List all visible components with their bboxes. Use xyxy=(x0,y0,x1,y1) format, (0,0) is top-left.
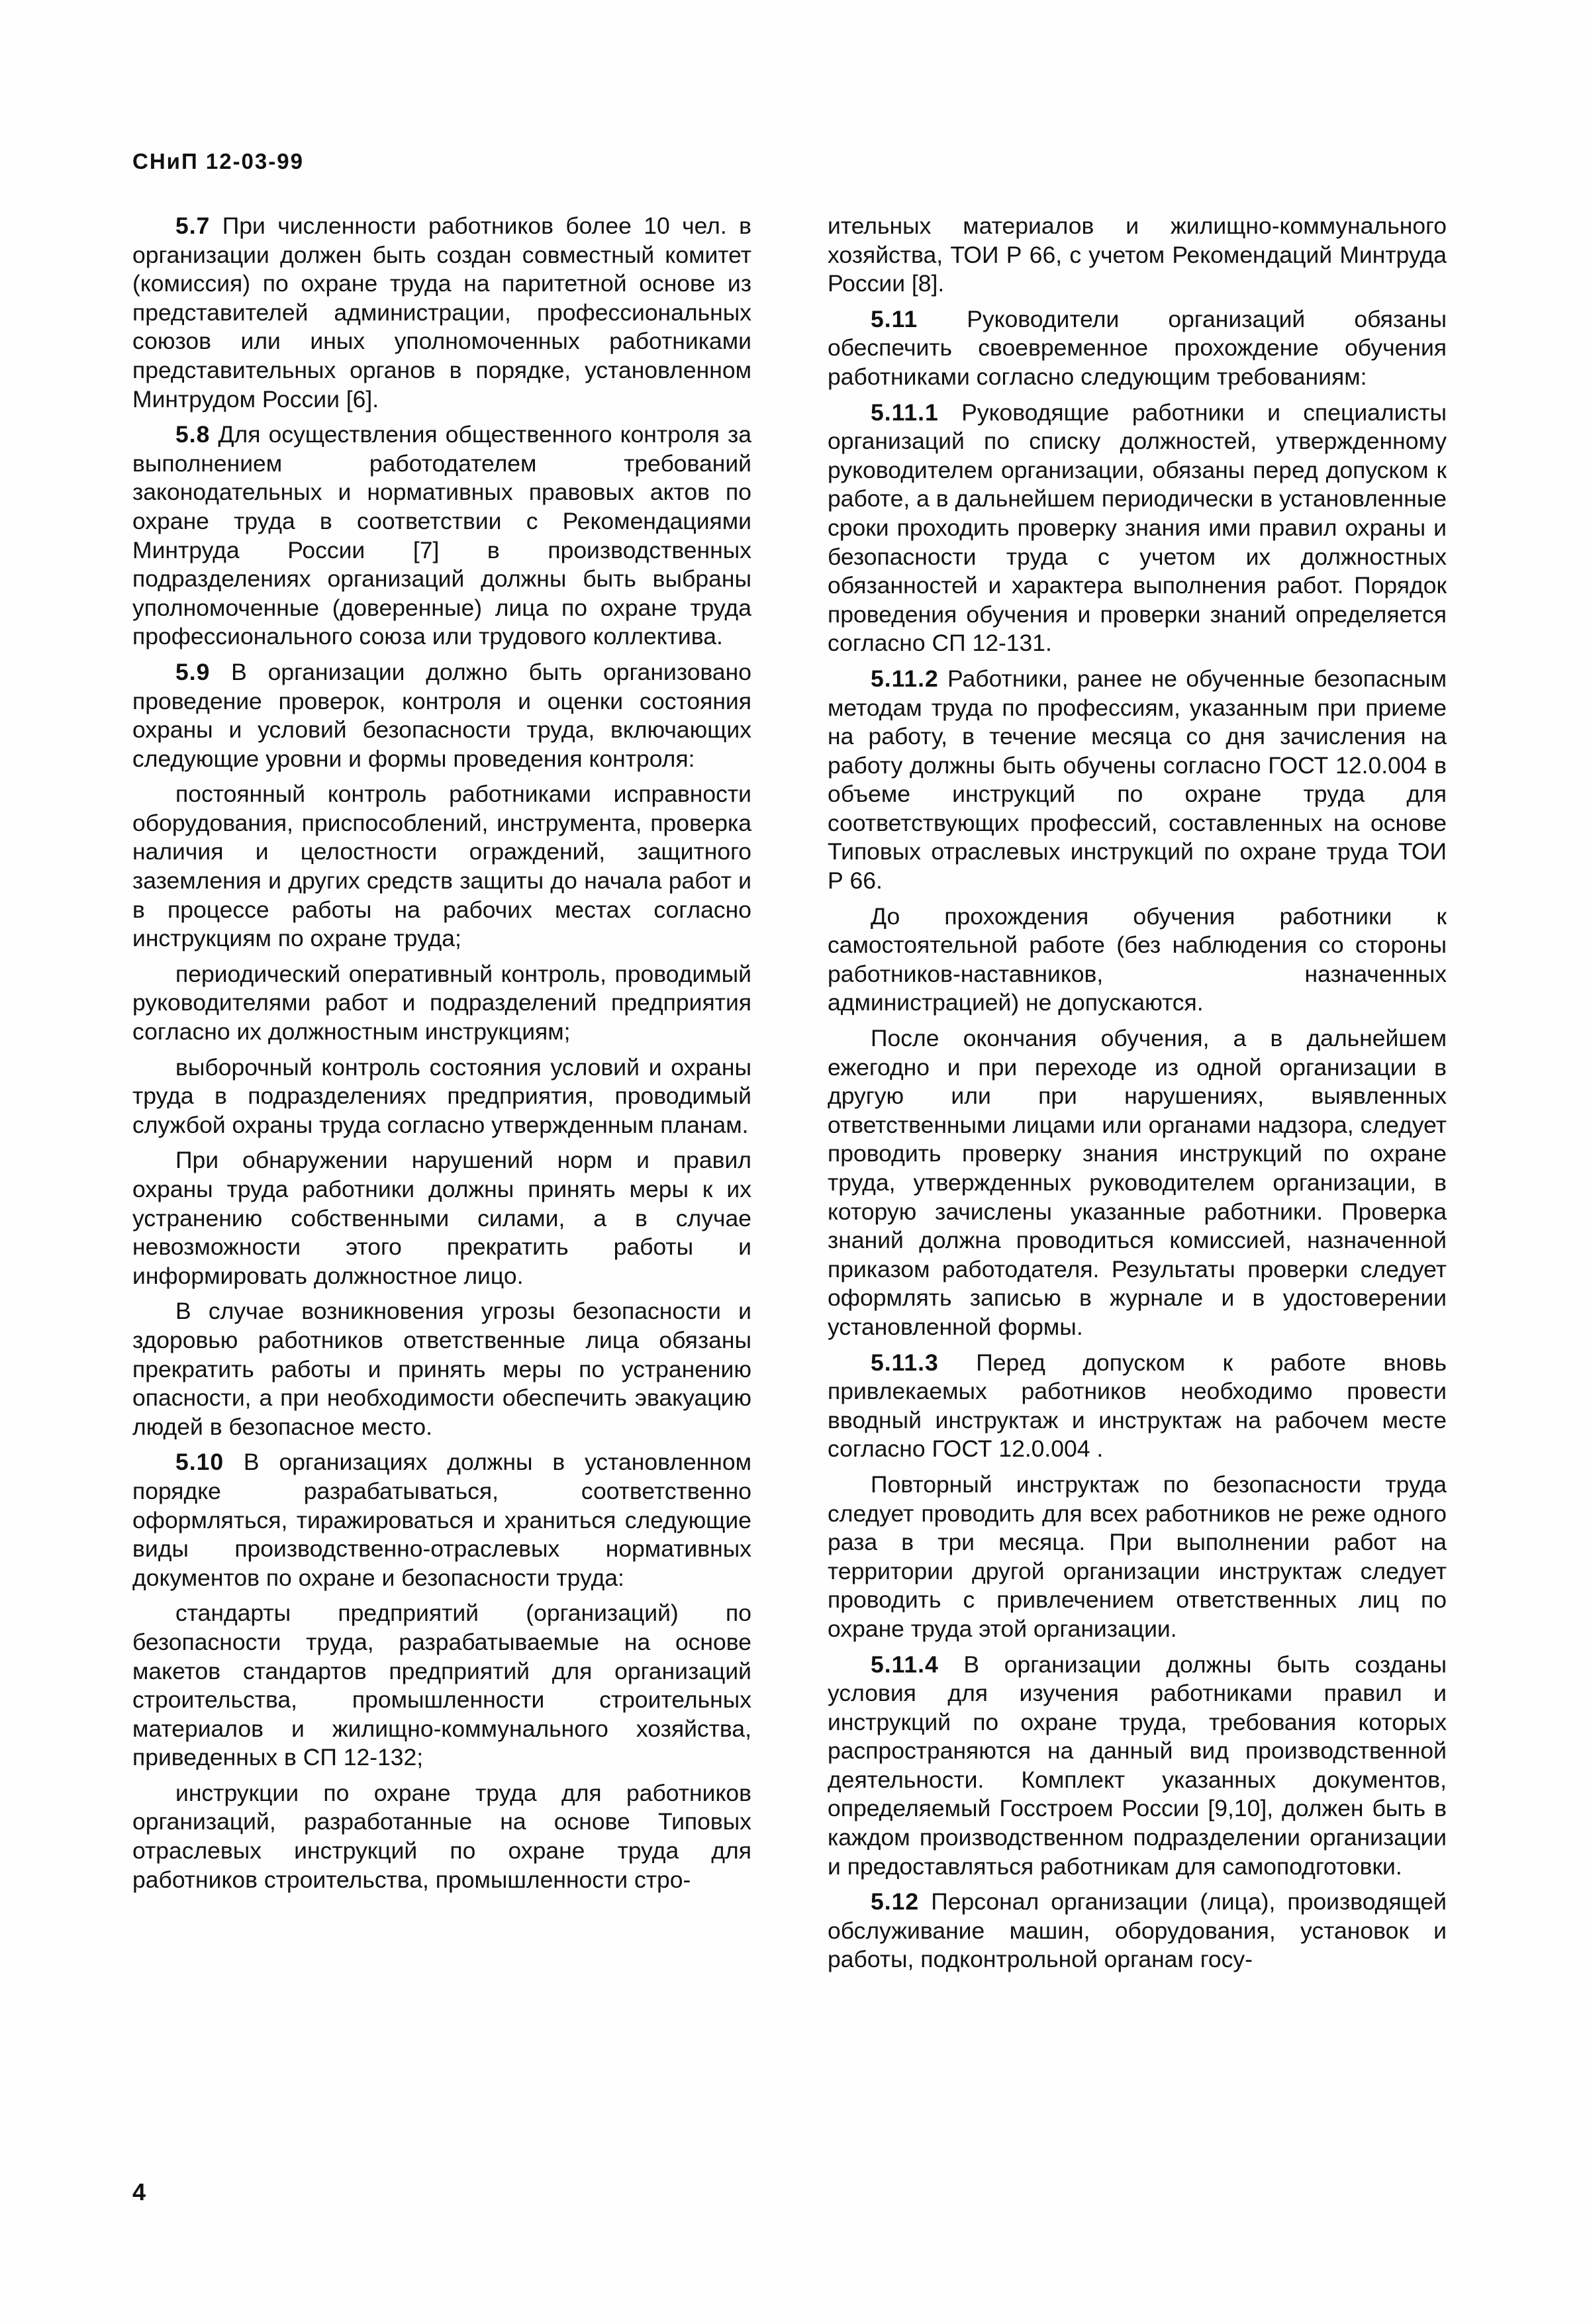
paragraph-text: Руководители организаций обязаны обеспечить своевременное прохождение обучения работниками согласно следующим требованиям: xyxy=(828,305,1447,390)
paragraph xyxy=(828,212,1447,299)
paragraph-text: постоянный контроль работниками исправности оборудования, приспособлений, инструмента, проверка наличия и целостности ограждений, защитного заземления и других средств защиты до начала работ и в процессе работы на рабочих местах согласно инструкциям по охране труда; xyxy=(132,781,751,952)
paragraph xyxy=(828,665,1447,896)
paragraph xyxy=(828,1888,1447,1974)
paragraph-text: В организациях должны в установленном порядке разрабатываться, соответственно оформляться, тиражироваться и храниться следующие виды производственно-отраслевых нормативных документов по охране и безопасности труда: xyxy=(132,1449,751,1591)
clause-number: 5.11.2 xyxy=(871,665,939,692)
paragraph xyxy=(132,658,751,773)
paragraph-text: После окончания обучения, а в дальнейшем ежегодно и при переходе из одной организации в другую или при нарушениях, выявленных ответственными лицами или органами надзора, следует проводить проверку знания инструкций по охране труда, утвержденных руководителем организации, в которую зачислены указанные работники. Проверка знаний должна проводиться комиссией, назначенной приказом работодателя. Результаты проверки следует оформлять записью в журнале и в удостоверении установленной формы. xyxy=(828,1025,1447,1340)
clause-number: 5.12 xyxy=(871,1888,920,1915)
paragraph-text: При численности работников более 10 чел. в организации должен быть создан совместный комитет (комиссия) по охране труда на паритетной основе из представителей администрации, профессиональных союзов или иных уполномоченных работниками представительных органов в порядке, установленном Минтрудом России [6]. xyxy=(132,213,751,412)
paragraph xyxy=(132,1448,751,1592)
paragraph-text: Персонал организации (лица), производящей обслуживание машин, оборудования, установок и работы, подконтрольной органам госу- xyxy=(828,1888,1447,1973)
paragraph-text: Перед допуском к работе вновь привлекаемых работников необходимо провести вводный инструктаж и инструктаж на рабочем месте согласно ГОСТ 12.0.004 . xyxy=(828,1349,1447,1463)
paragraph xyxy=(132,1146,751,1290)
page-number: 4 xyxy=(132,2178,146,2205)
paragraph xyxy=(828,902,1447,1018)
paragraph xyxy=(132,780,751,953)
clause-number: 5.8 xyxy=(175,421,211,448)
clause-number: 5.11.4 xyxy=(871,1651,939,1678)
paragraph-text: До прохождения обучения работники к самостоятельной работе (без наблюдения со стороны работников-наставников, назначенных администрацией) не допускаются. xyxy=(828,902,1447,1016)
document-code-header: СНиП 12-03-99 xyxy=(132,149,304,173)
paragraph xyxy=(828,1349,1447,1464)
paragraph-text: Повторный инструктаж по безопасности труда следует проводить для всех работников не реже одного раза в три месяца. При выполнении работ на территории другой организации инструктаж следует проводить с привлечением ответственных лиц по охране труда этой организации. xyxy=(828,1471,1447,1642)
clause-number: 5.11.1 xyxy=(871,399,939,426)
paragraph-text: выборочный контроль состояния условий и охраны труда в подразделениях предприятия, проводимый службой охраны труда согласно утвержденным планам. xyxy=(132,1053,751,1138)
clause-number: 5.11.3 xyxy=(871,1349,939,1376)
paragraph xyxy=(828,1651,1447,1882)
paragraph-text: стандарты предприятий (организаций) по безопасности труда, разрабатываемые на основе макетов стандартов предприятий для организаций строительства, промышленности строительных материалов и жилищно-коммунального хозяйства, приведенных в СП 12-132; xyxy=(132,1600,751,1771)
clause-number: 5.9 xyxy=(175,658,211,685)
paragraph-text: периодический оперативный контроль, проводимый руководителями работ и подразделений предприятия согласно их должностным инструкциям; xyxy=(132,960,751,1045)
paragraph xyxy=(132,960,751,1047)
paragraph-text: ительных материалов и жилищно-коммунального хозяйства, ТОИ Р 66, с учетом Рекомендаций Минтруда России [8]. xyxy=(828,213,1447,297)
clause-number: 5.10 xyxy=(175,1449,224,1476)
paragraph xyxy=(132,1297,751,1441)
paragraph-text: В случае возникновения угрозы безопасности и здоровью работников ответственные лица обязаны прекратить работы и принять меры по устранению опасности, а при необходимости обеспечить эвакуацию людей в безопасное место. xyxy=(132,1298,751,1440)
paragraph-text: В организации должно быть организовано проведение проверок, контроля и оценки состояния охраны и условий безопасности труда, включающих следующие уровни и формы проведения контроля: xyxy=(132,658,751,772)
paragraph-text: инструкции по охране труда для работников организаций, разработанные на основе Типовых отраслевых инструкций по охране труда для работников строительства, промышленности стро- xyxy=(132,1779,751,1893)
paragraph xyxy=(828,399,1447,658)
paragraph-text: При обнаружении нарушений норм и правил охраны труда работники должны принять меры к их устранению собственными силами, а в случае невозможности этого прекратить работы и информировать должностное лицо. xyxy=(132,1147,751,1289)
paragraph xyxy=(132,420,751,652)
paragraph-text: В организации должны быть созданы условия для изучения работниками правил и инструкций по охране труда, требования которых распространяются на данный вид производственной деятельности. Комплект указанных документов, определяемый Госстроем России [9,10], должен быть в каждом производственном подразделении организации и предоставляться работникам для самоподготовки. xyxy=(828,1651,1447,1880)
paragraph-text: Для осуществления общественного контроля за выполнением работодателем требований законодательных и нормативных правовых актов по охране труда в соответствии с Рекомендациями Минтруда России [7] в производственных подразделениях организаций должны быть выбраны уполномоченные (доверенные) лица по охране труда профессионального союза или трудового коллектива. xyxy=(132,421,751,650)
paragraph-text: Руководящие работники и специалисты организаций по списку должностей, утвержденному руководителем организации, обязаны перед допуском к работе, а в дальнейшем периодически в установленные сроки проходить проверку знания ими правил охраны и безопасности труда с учетом их должностных обязанностей и характера выполнения работ. Порядок проведения обучения и проверки знаний определяется согласно СП 12-131. xyxy=(828,399,1447,657)
paragraph xyxy=(132,1599,751,1772)
right-text-column xyxy=(828,212,1447,1981)
paragraph xyxy=(828,1024,1447,1342)
clause-number: 5.7 xyxy=(175,213,211,239)
clause-number: 5.11 xyxy=(871,305,918,332)
paragraph xyxy=(132,212,751,414)
paragraph xyxy=(132,1779,751,1894)
paragraph xyxy=(828,1471,1447,1644)
paragraph-text: Работники, ранее не обученные безопасным методам труда по профессиям, указанным при приеме на работу, в течение месяца со дня зачисления на работу должны быть обучены согласно ГОСТ 12.0.004 в объеме инструкций по охране труда для соответствующих профессий, составленных на основе Типовых отраслевых инструкций по охране труда ТОИ Р 66. xyxy=(828,665,1447,895)
paragraph xyxy=(132,1053,751,1140)
left-text-column xyxy=(132,212,751,1901)
paragraph xyxy=(828,305,1447,392)
